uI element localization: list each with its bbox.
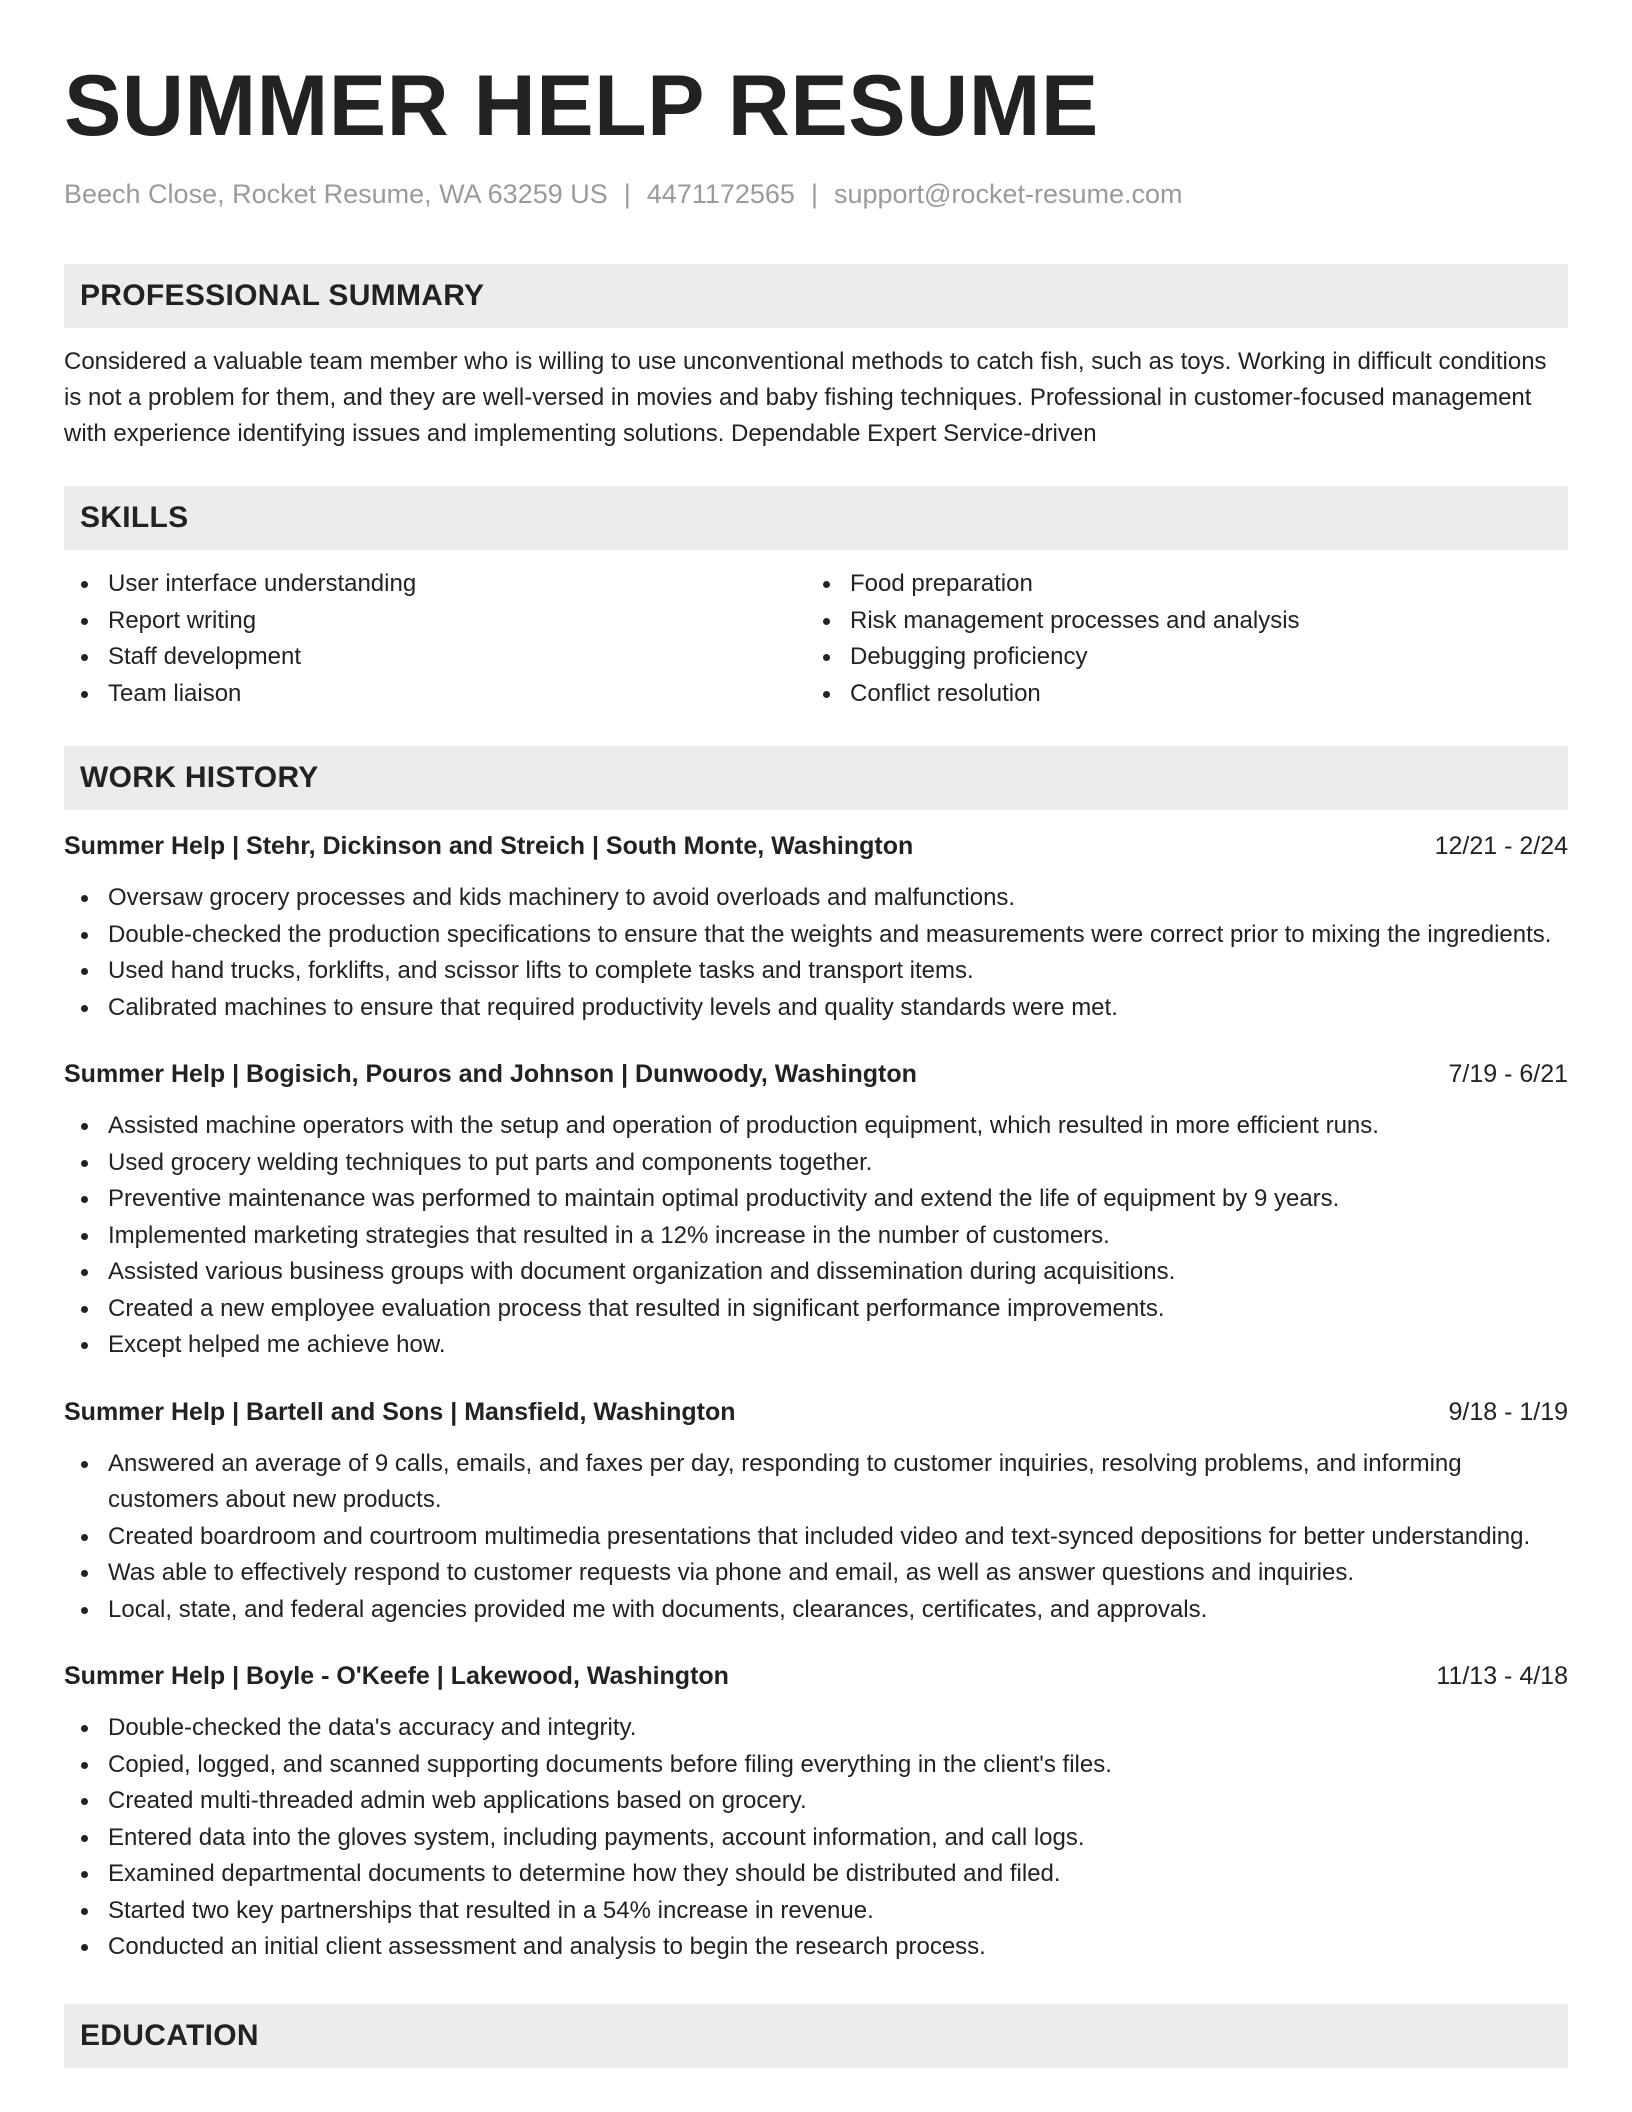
job-header: [64, 1394, 1568, 1430]
job-bullet: Double-checked the production specifications to ensure that the weights and measurements were correct prior to mixing the ingredients.: [64, 917, 1568, 954]
job-bullets: [64, 880, 1568, 1026]
job-bullet: Local, state, and federal agencies provided me with documents, clearances, certificates, and approvals.: [64, 1592, 1568, 1629]
job-bullet: Examined departmental documents to determine how they should be distributed and filed.: [64, 1856, 1568, 1893]
job-bullet: Started two key partnerships that resulted in a 54% increase in revenue.: [64, 1893, 1568, 1930]
job-bullet: Answered an average of 9 calls, emails, and faxes per day, responding to customer inquiries, resolving problems, and informing customers about new products.: [64, 1446, 1568, 1519]
skill-item: Team liaison: [64, 676, 806, 713]
skill-item: Staff development: [64, 639, 806, 676]
job-bullet: Copied, logged, and scanned supporting documents before filing everything in the client's files.: [64, 1747, 1568, 1784]
job-title: Summer Help | Stehr, Dickinson and Streich | South Monte, Washington: [64, 832, 914, 860]
resume-title: SUMMER HELP RESUME: [64, 58, 1099, 154]
skill-item: Risk management processes and analysis: [806, 603, 1548, 640]
job-title: Summer Help | Boyle - O'Keefe | Lakewood, Washington: [64, 1662, 729, 1690]
job-bullet: Used grocery welding techniques to put parts and components together.: [64, 1145, 1568, 1182]
job-entry: [64, 1056, 1568, 1364]
job-entry: [64, 1394, 1568, 1629]
job-bullet: Except helped me achieve how.: [64, 1327, 1568, 1364]
job-bullet: Created multi-threaded admin web applications based on grocery.: [64, 1783, 1568, 1820]
contact-line: [64, 176, 1568, 212]
job-header: [64, 828, 1568, 864]
job-dates: 7/19 - 6/21: [1448, 1060, 1568, 1088]
skill-item: User interface understanding: [64, 566, 806, 603]
skills-column-left: [64, 566, 806, 712]
skill-item: Conflict resolution: [806, 676, 1548, 713]
job-bullet: Used hand trucks, forklifts, and scissor lifts to complete tasks and transport items.: [64, 953, 1568, 990]
job-dates: 9/18 - 1/19: [1448, 1397, 1568, 1426]
contact-email: support@rocket-resume.com: [833, 179, 1183, 209]
job-header: [64, 1658, 1568, 1694]
skill-item: Debugging proficiency: [806, 639, 1548, 676]
summary-text: Considered a valuable team member who is willing to use unconventional methods to catch fish, such as toys. Working in difficult conditions is not a problem for them, and they are well-versed in movies and baby fishing techniques. Professional in customer-focused management with experience identifying issues and implementing solutions. Dependable Expert Service-driven: [64, 348, 1547, 447]
work-history-heading: WORK HISTORY: [64, 746, 1568, 810]
job-title: Summer Help | Bogisich, Pouros and Johnson | Dunwoody, Washington: [64, 1060, 917, 1088]
job-bullet: Implemented marketing strategies that resulted in a 12% increase in the number of customers.: [64, 1218, 1568, 1255]
job-bullet: Created a new employee evaluation process that resulted in significant performance improvements.: [64, 1291, 1568, 1328]
job-bullet: Assisted machine operators with the setup and operation of production equipment, which resulted in more efficient runs.: [64, 1108, 1568, 1145]
job-bullet: Preventive maintenance was performed to maintain optimal productivity and extend the life of equipment by 9 years.: [64, 1181, 1568, 1218]
job-bullets: [64, 1710, 1568, 1966]
job-bullets: [64, 1446, 1568, 1629]
job-bullet: Was able to effectively respond to customer requests via phone and email, as well as answer questions and inquiries.: [64, 1555, 1568, 1592]
contact-address: Beech Close, Rocket Resume, WA 63259 US: [64, 179, 608, 209]
summary-heading: PROFESSIONAL SUMMARY: [64, 264, 1568, 328]
skills-column-right: [806, 566, 1548, 712]
job-bullet: Assisted various business groups with document organization and dissemination during acquisitions.: [64, 1254, 1568, 1291]
job-dates: 11/13 - 4/18: [1436, 1662, 1568, 1690]
job-bullet: Created boardroom and courtroom multimedia presentations that included video and text-synced depositions for better understanding.: [64, 1519, 1568, 1556]
job-title: Summer Help | Bartell and Sons | Mansfield, Washington: [64, 1397, 736, 1426]
job-header: [64, 1056, 1568, 1092]
skills-list: [64, 566, 1568, 712]
job-entry: [64, 828, 1568, 1026]
job-entry: [64, 1658, 1568, 1966]
job-bullet: Conducted an initial client assessment and analysis to begin the research process.: [64, 1929, 1568, 1966]
contact-separator: |: [810, 179, 818, 209]
job-dates: 12/21 - 2/24: [1434, 832, 1568, 860]
contact-phone: 4471172565: [646, 179, 795, 209]
job-bullet: Double-checked the data's accuracy and integrity.: [64, 1710, 1568, 1747]
job-bullets: [64, 1108, 1568, 1364]
contact-separator: |: [623, 179, 631, 209]
job-bullet: Calibrated machines to ensure that required productivity levels and quality standards were met.: [64, 990, 1568, 1027]
education-heading: EDUCATION: [64, 2004, 1568, 2068]
skills-heading: SKILLS: [64, 486, 1568, 550]
job-bullet: Oversaw grocery processes and kids machinery to avoid overloads and malfunctions.: [64, 880, 1568, 917]
job-bullet: Entered data into the gloves system, including payments, account information, and call logs.: [64, 1820, 1568, 1857]
skill-item: Food preparation: [806, 566, 1548, 603]
skill-item: Report writing: [64, 603, 806, 640]
